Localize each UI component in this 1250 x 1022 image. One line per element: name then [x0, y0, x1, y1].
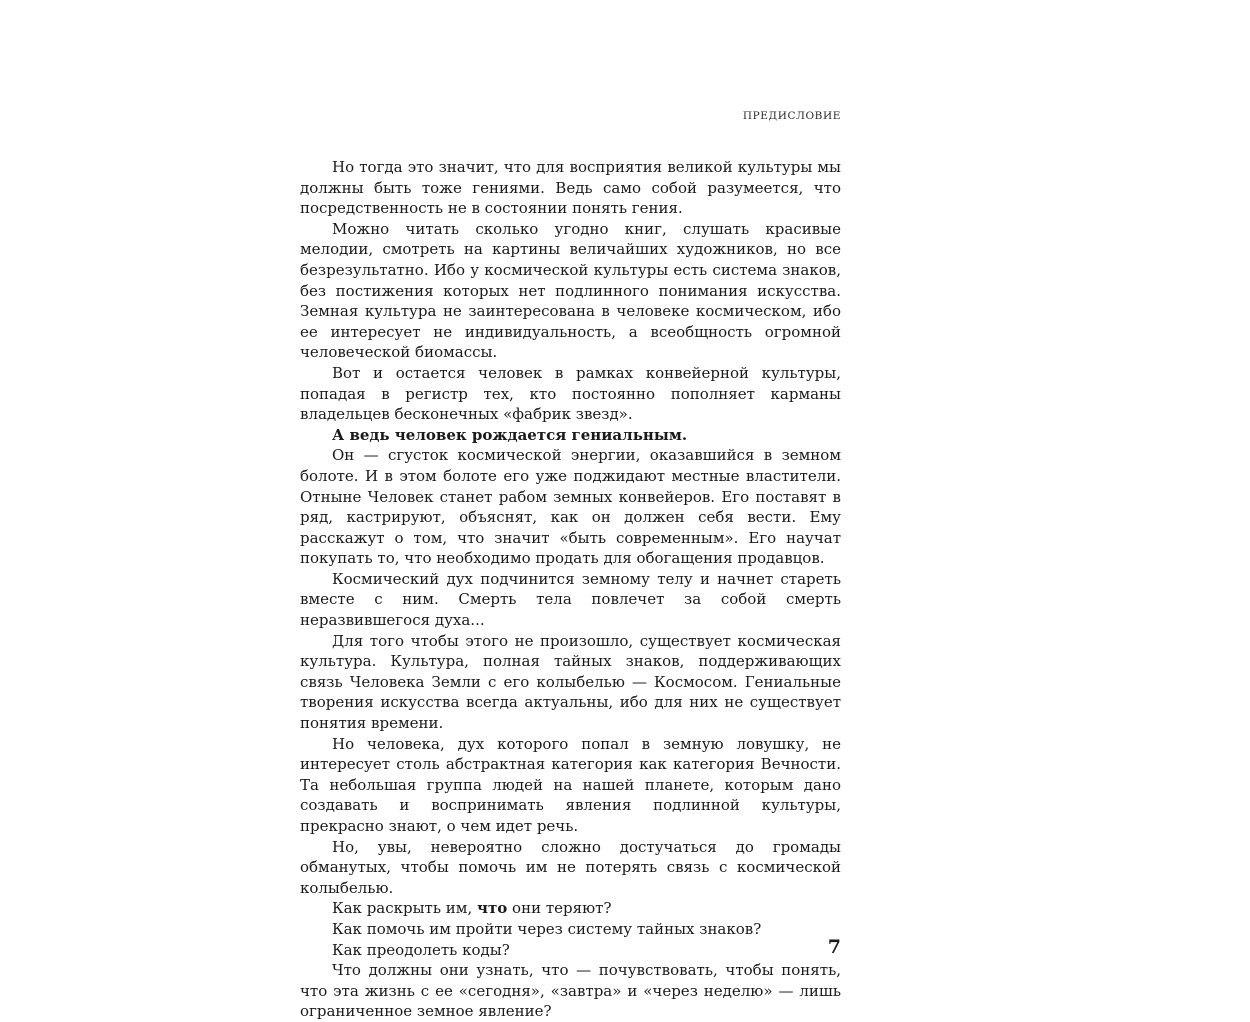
paragraph: Для того чтобы этого не произошло, существует космическая культура. Культура, полная тайных знаков, поддерживающих связь Человека Земли с его колыбелью — Космосом. Гениальные творения искусства всегда актуальны, ибо для них не существует понятия времени. [300, 631, 841, 733]
paragraph: Он — сгусток космической энергии, оказавшийся в земном болоте. И в этом болоте его уже поджидают местные властители. Отныне Человек станет рабом земных конвейеров. Его поставят в ряд, кастрируют, объяснят, как он должен себя вести. Ему расскажут о том, что значит «быть современным». Его научат покупать то, что необходимо продать для обогащения продавцов. [300, 446, 841, 568]
bold-statement: А ведь человек рождается гениальным. [332, 425, 688, 444]
page-number: 7 [827, 936, 841, 958]
paragraph: Можно читать сколько угодно книг, слушать красивые мелодии, смотреть на картины величайших художников, но все безрезультатно. Ибо у космической культуры есть система знаков, без постижения которых нет подлинного понимания искусства. Земная культура не заинтересована в человеке космическом, ибо ее интересует не индивидуальность, а всеобщность огромной человеческой биомассы. [300, 219, 841, 362]
question-paragraph: Как помочь им пройти через систему тайных знаков? [332, 919, 762, 938]
body-text [300, 157, 841, 1022]
paragraph: Но человека, дух которого попал в земную ловушку, не интересует столь абстрактная категория как категория Вечности. Та небольшая группа людей на нашей планете, которым дано создавать и воспринимать явления подлинной культуры, прекрасно знают, о чем идет речь. [300, 734, 841, 835]
emphasis: что [477, 899, 508, 918]
question-text: они теряют? [507, 899, 612, 918]
paragraph: Вот и остается человек в рамках конвейерной культуры, попадая в регистр тех, кто постоянно пополняет карманы владельцев бесконечных «фабрик звезд». [300, 363, 841, 424]
paragraph: Космический дух подчинится земному телу и начнет стареть вместе с ним. Смерть тела повлечет за собой смерть неразвившегося духа... [300, 569, 841, 630]
question-text: Как раскрыть им, [332, 899, 477, 918]
running-head: ПРЕДИСЛОВИЕ [742, 110, 841, 122]
paragraph: Но, увы, невероятно сложно достучаться до громады обманутых, чтобы помочь им не потерять связь с космической колыбелью. [300, 837, 841, 897]
paragraph: Но тогда это значит, что для восприятия великой культуры мы должны быть тоже гениями. Ведь само собой разумеется, что посредственность не в состоянии понять гения. [300, 158, 841, 218]
paragraph: Что должны они узнать, что — почувствовать, чтобы понять, что эта жизнь с ее «сегодня», «завтра» и «через неделю» — лишь ограниченное земное явление? [300, 961, 841, 1021]
question-paragraph [300, 898, 841, 919]
question-paragraph: Как преодолеть коды? [332, 940, 510, 959]
